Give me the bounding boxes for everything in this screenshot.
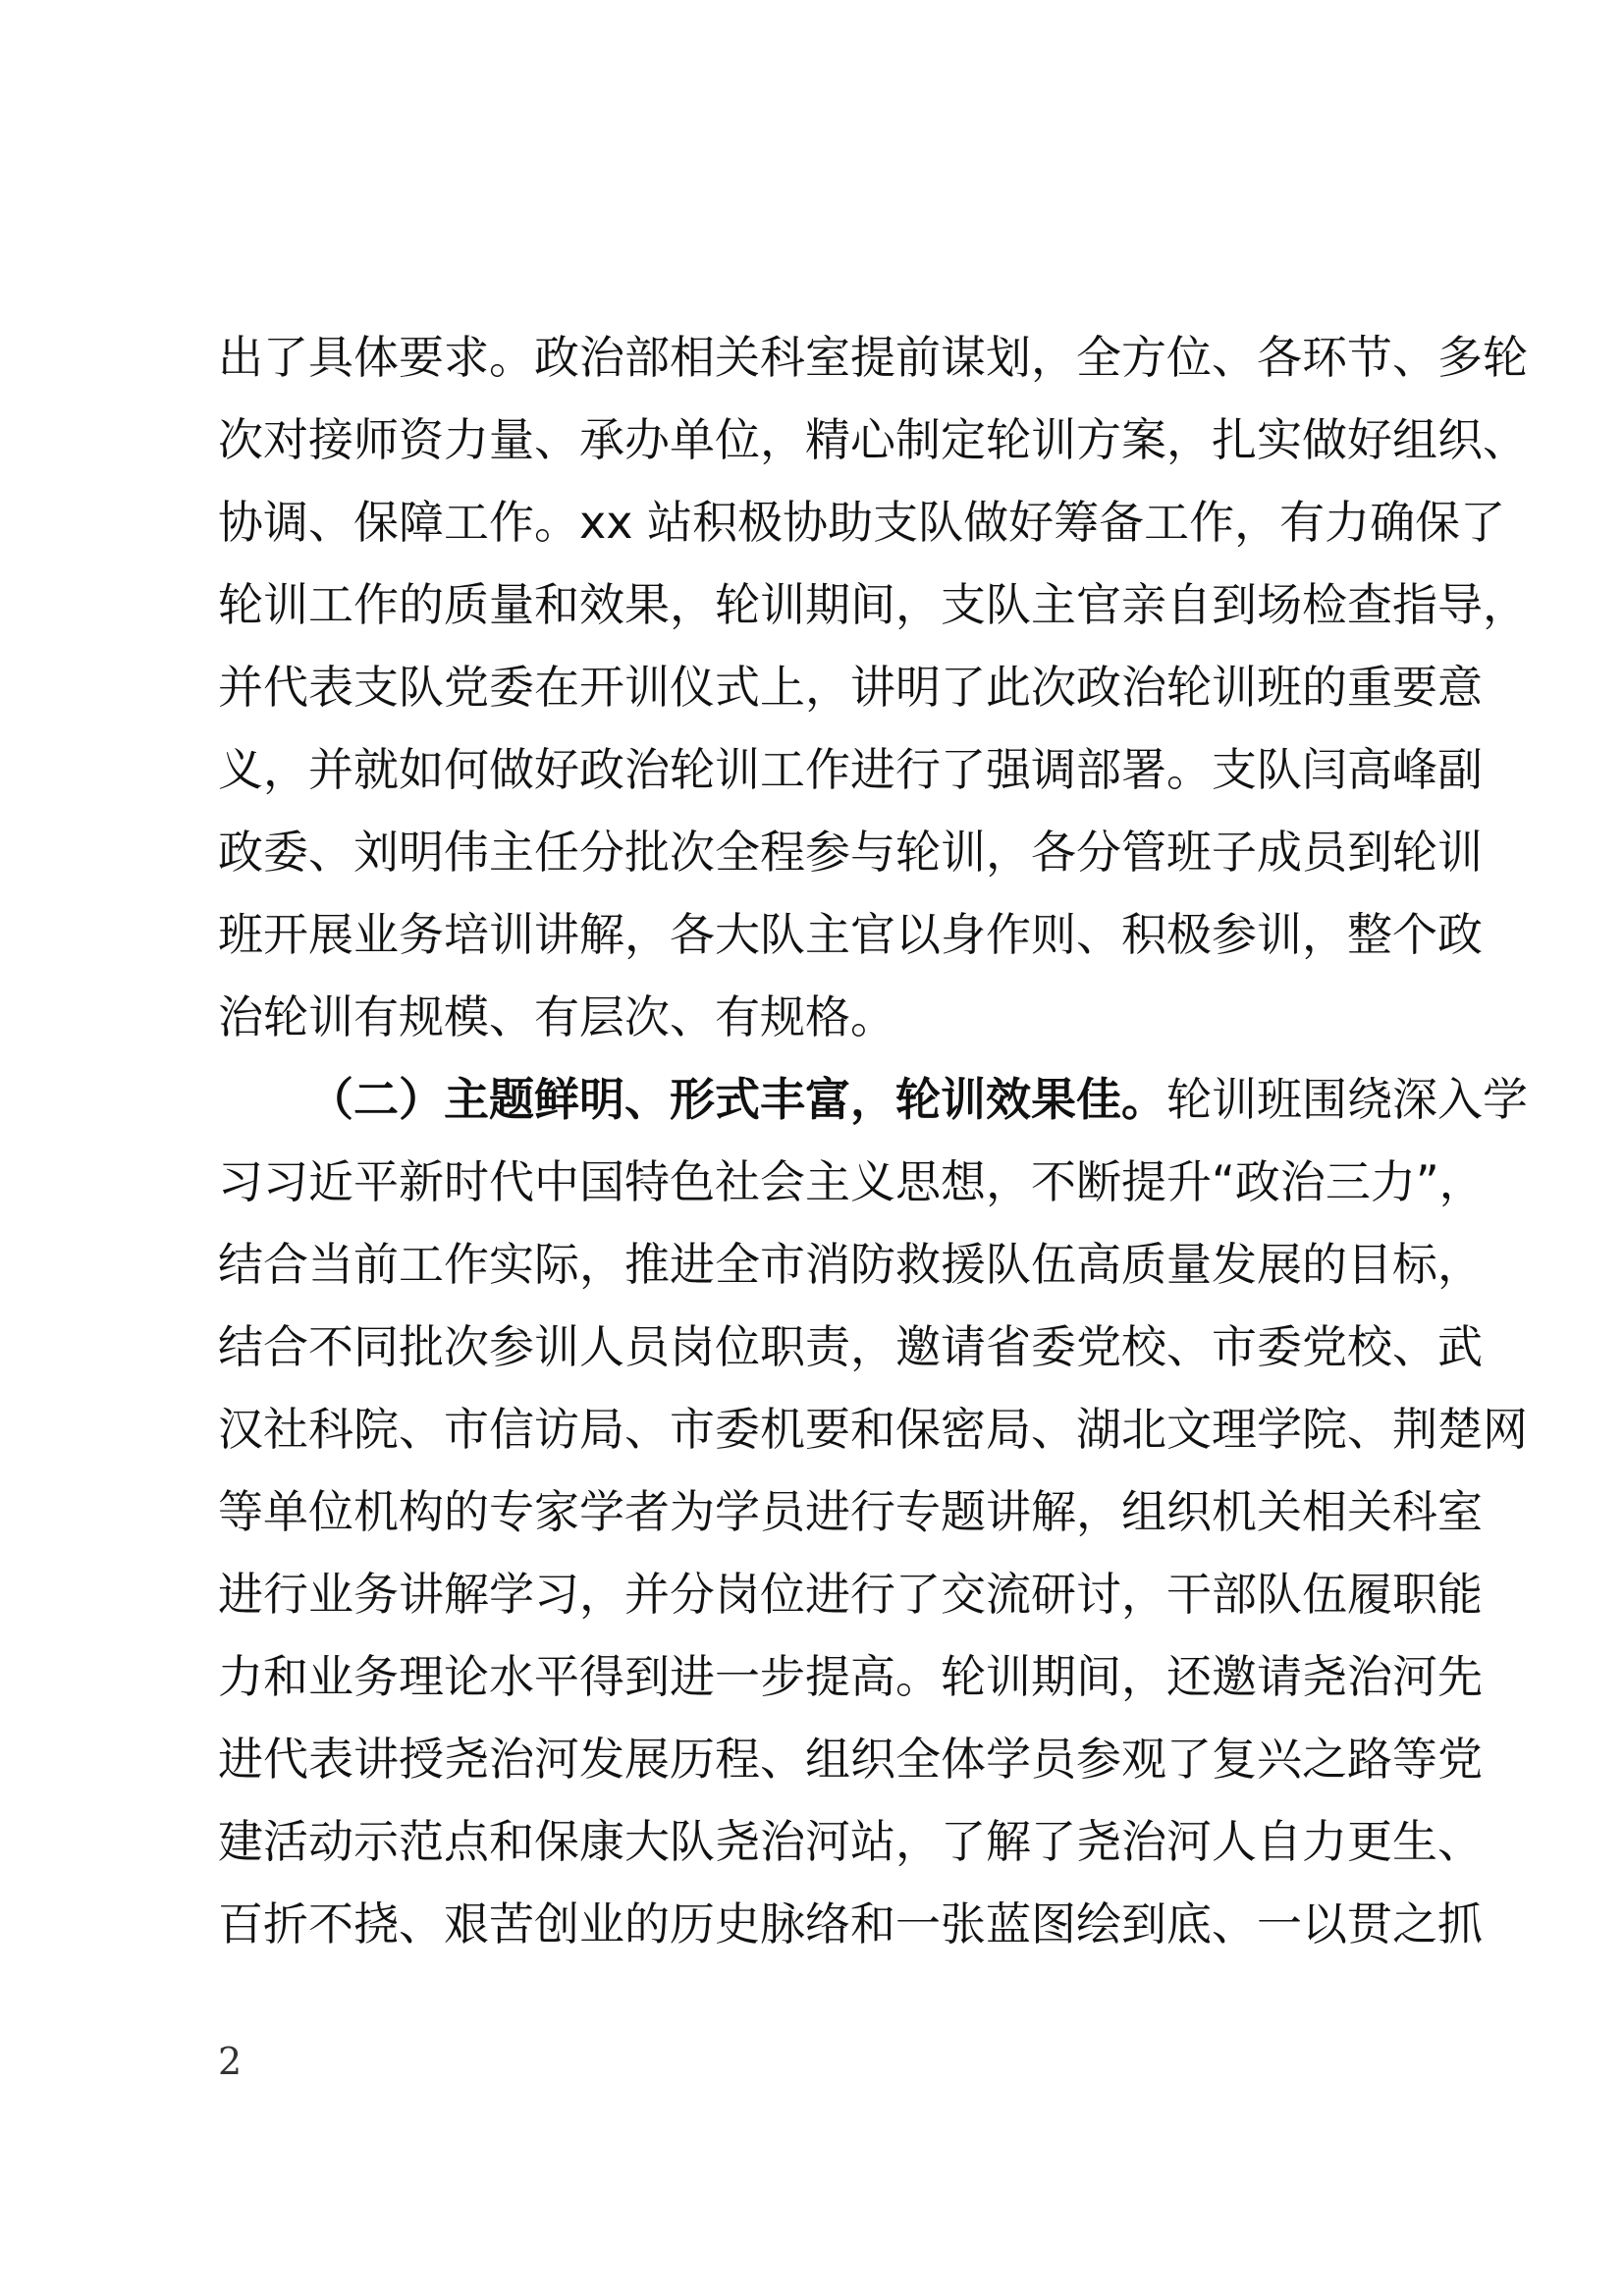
- paragraph-line: 并代表支队党委在开训仪式上，讲明了此次政治轮训班的重要意: [218, 661, 1483, 714]
- heading-continuation: 轮训班围绕深入学: [1166, 1073, 1528, 1126]
- paragraph-2: [218, 1058, 1528, 1965]
- paragraph-line: 结合不同批次参训人员岗位职责，邀请省委党校、市委党校、武: [218, 1320, 1483, 1373]
- paragraph-line: 建活动示范点和保康大队尧治河站，了解了尧治河人自力更生、: [218, 1815, 1483, 1868]
- paragraph-line: 汉社科院、市信访局、市委机要和保密局、湖北文理学院、荆楚网: [218, 1403, 1528, 1456]
- paragraph-line: 协调、保障工作。xx 站积极协助支队做好筹备工作，有力确保了: [218, 496, 1506, 549]
- paragraph-line: 进代表讲授尧治河发展历程、组织全体学员参观了复兴之路等党: [218, 1733, 1483, 1786]
- paragraph-line: 力和业务理论水平得到进一步提高。轮训期间，还邀请尧治河先: [218, 1650, 1483, 1703]
- paragraph-line: 治轮训有规模、有层次、有规格。: [218, 990, 895, 1043]
- paragraph-line: 结合当前工作实际，推进全市消防救援队伍高质量发展的目标，: [218, 1238, 1483, 1291]
- paragraph-line: 出了具体要求。政治部相关科室提前谋划，全方位、各环节、多轮: [218, 331, 1528, 384]
- page-number: 2: [218, 2040, 243, 2083]
- paragraph-line: 等单位机构的专家学者为学员进行专题讲解，组织机关相关科室: [218, 1485, 1483, 1538]
- section-heading: （二）主题鲜明、形式丰富，轮训效果佳。: [308, 1073, 1166, 1126]
- paragraph-line: 百折不挠、艰苦创业的历史脉络和一张蓝图绘到底、一以贯之抓: [218, 1897, 1483, 1950]
- paragraph-line: 政委、刘明伟主任分批次全程参与轮训，各分管班子成员到轮训: [218, 826, 1483, 879]
- paragraph-line: 义，并就如何做好政治轮训工作进行了强调部署。支队闫高峰副: [218, 743, 1483, 796]
- paragraph-line: 次对接师资力量、承办单位，精心制定轮训方案，扎实做好组织、: [218, 413, 1528, 466]
- paragraph-1: [218, 316, 1528, 1058]
- paragraph-line: 习习近平新时代中国特色社会主义思想，不断提升“政治三力”，: [218, 1155, 1485, 1208]
- paragraph-line: 轮训工作的质量和效果，轮训期间，支队主官亲自到场检查指导，: [218, 578, 1528, 631]
- paragraph-line: 进行业务讲解学习，并分岗位进行了交流研讨，干部队伍履职能: [218, 1568, 1483, 1621]
- body-text: [218, 316, 1528, 1965]
- paragraph-line: 班开展业务培训讲解，各大队主官以身作则、积极参训，整个政: [218, 908, 1483, 961]
- paragraph-first-line: [218, 1058, 1528, 1141]
